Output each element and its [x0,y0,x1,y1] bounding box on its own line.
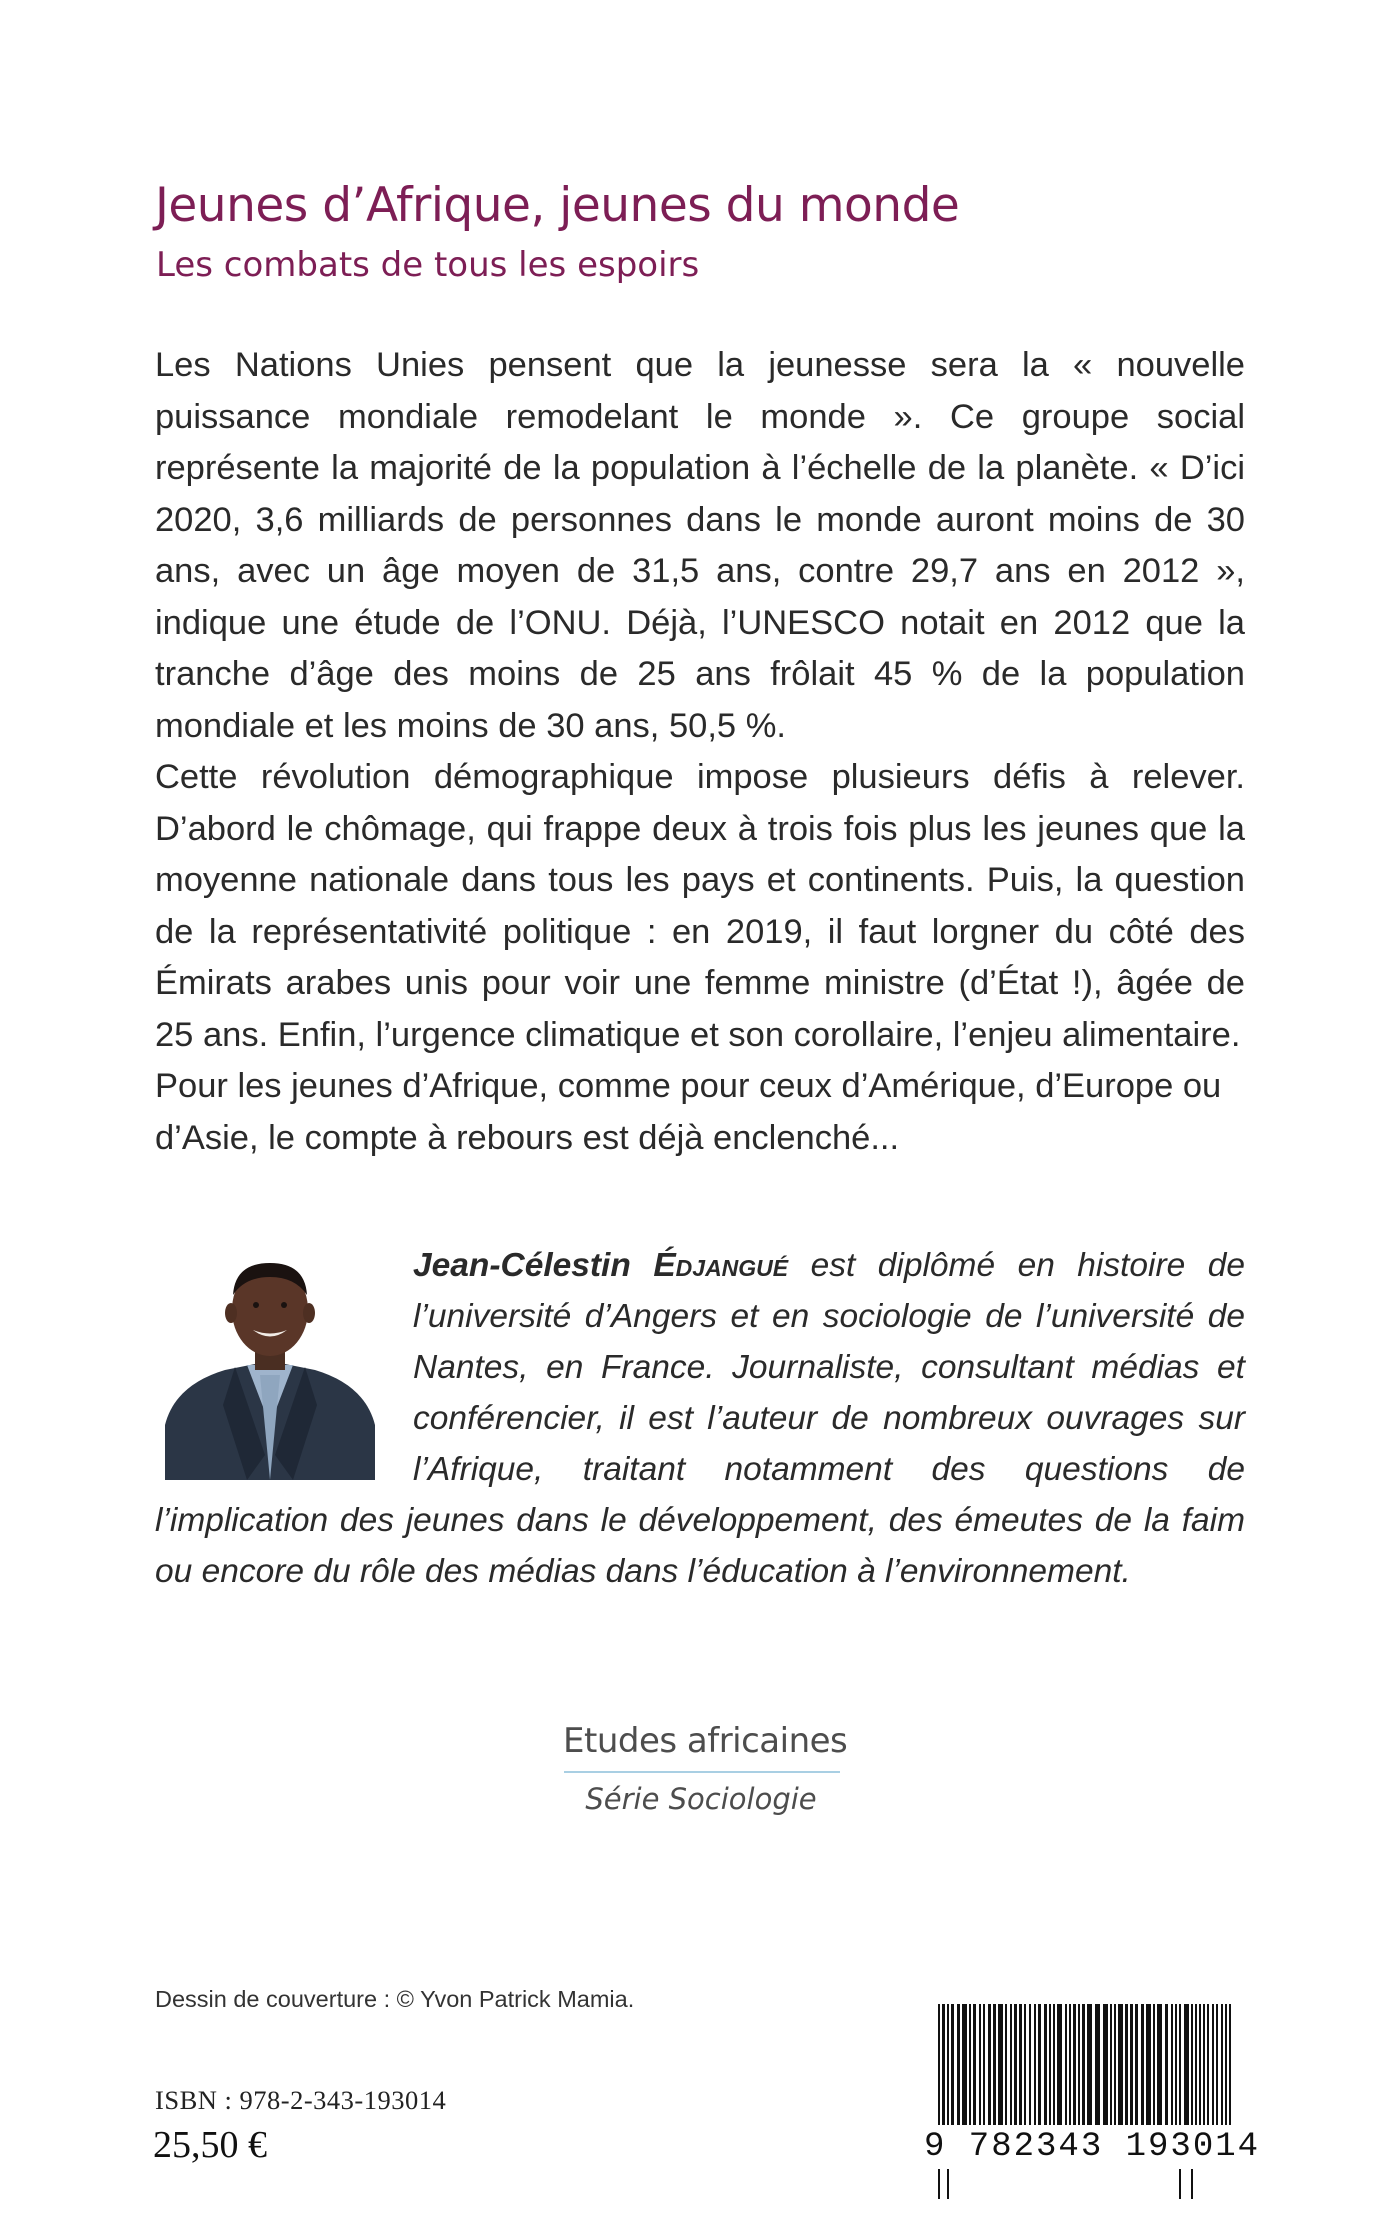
author-name: Jean-Célestin Édjangué [413,1247,789,1284]
blurb-paragraph: Les Nations Unies pensent que la jeunesse sera la « nouvelle puissance mondiale remodelant le monde ». Ce groupe social représente la majorité de la population à l’échelle de la planète. « D’ici 2020, 3,6 milliards de personnes dans le monde auront moins de 30 ans, avec un âge moyen de 31,5 ans, contre 29,7 ans en 2012 », indique une étude de l’ONU. Déjà, l’UNESCO notait en 2012 que la tranche d’âge des moins de 25 ans frôlait 45 % de la population mondiale et les moins de 30 ans, 50,5 %. [155,346,1245,745]
barcode-bar [938,2004,940,2199]
back-cover-blurb [155,340,1245,1164]
isbn: ISBN : 978-2-343-193014 [155,2085,447,2115]
book-subtitle: Les combats de tous les espoirs [156,245,700,285]
barcode-digits: 9 782343 193014 [924,2125,1242,2169]
series-divider [564,1771,840,1773]
barcode-icon [930,2004,1238,2204]
series-name: Etudes africaines [563,1721,848,1761]
cover-credit: Dessin de couverture : © Yvon Patrick Mamia. [155,1986,635,2012]
barcode-bar [1191,2004,1193,2199]
barcode-bar [1179,2004,1181,2199]
book-title: Jeunes d’Afrique, jeunes du monde [155,178,960,233]
barcode-bar [947,2004,949,2199]
series-subtitle: Série Sociologie [585,1782,817,1816]
blurb-paragraph: Pour les jeunes d’Afrique, comme pour ceux d’Amérique, d’Europe ou d’Asie, le compte à rebours est déjà enclenché... [155,1067,1222,1157]
blurb-paragraph: Cette révolution démographique impose plusieurs défis à relever. D’abord le chômage, qui frappe deux à trois fois plus les jeunes que la moyenne nationale dans tous les pays et continents. Puis, la question de la représentativité politique : en 2019, il faut lorgner du côté des Émirats arabes unis pour voir une femme ministre (d’État !), âgée de 25 ans. Enfin, l’urgence climatique et son corollaire, l’enjeu alimentaire. [155,758,1245,1054]
author-bio-text: est diplômé en histoire de l’université d’Angers et en sociologie de l’université de Nantes, en France. Journaliste, consultant médias et conférencier, il est l’auteur de nombreux ouvrages sur l’Afrique, traitant notamment des questions de l’implication des jeunes dans le développement, des émeutes de la faim ou encore du rôle des médias dans l’éducation à l’environnement. [155,1247,1246,1590]
price: 25,50 € [153,2124,267,2166]
author-photo [165,1255,375,1480]
